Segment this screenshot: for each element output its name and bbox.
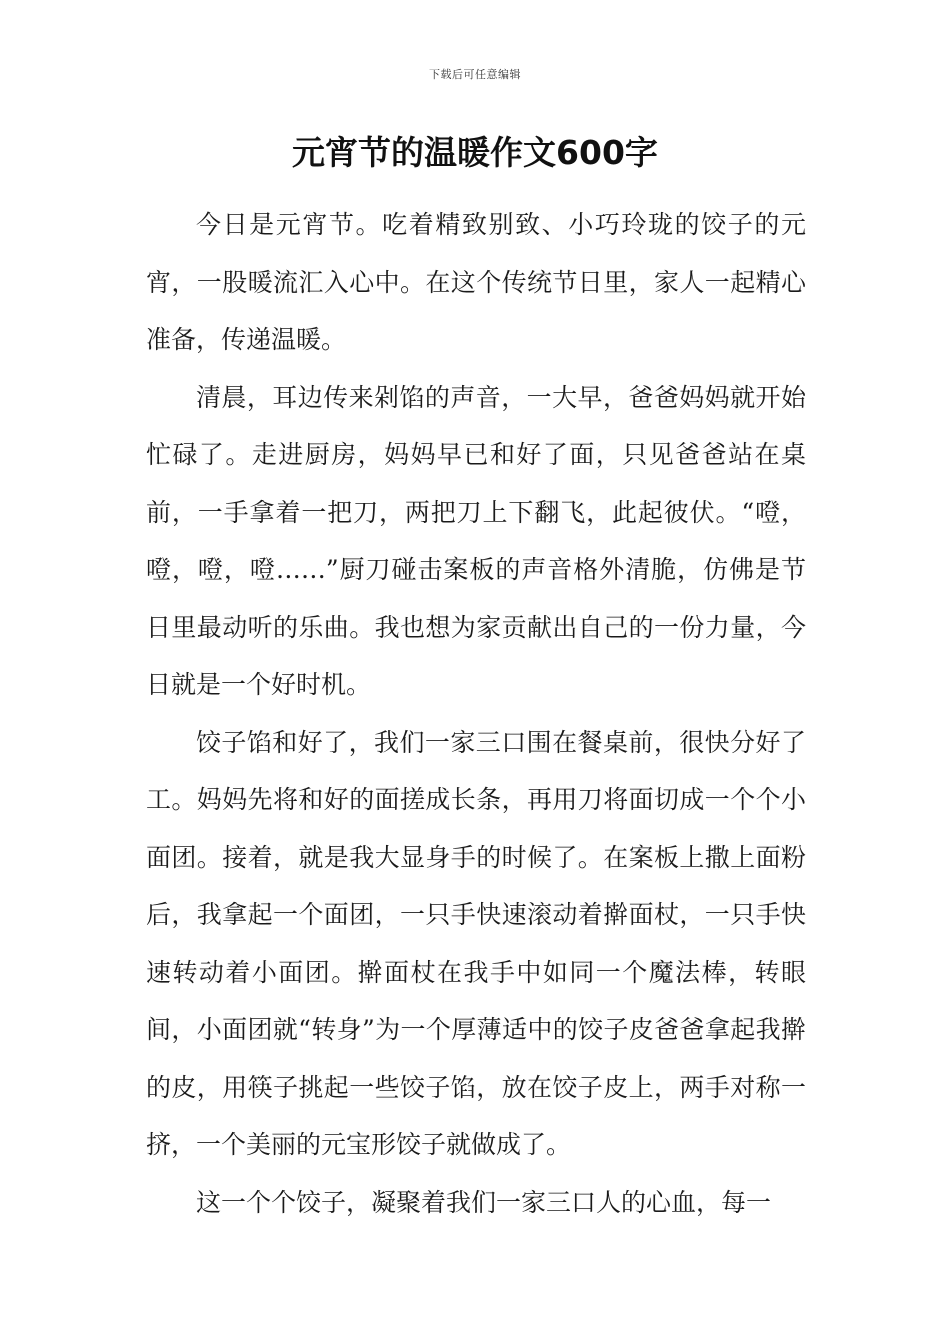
document-title: 元宵节的温暖作文600字 [292,133,658,172]
paragraph-2: 清晨，耳边传来剁馅的声音，一大早，爸爸妈妈就开始忙碌了。走进厨房，妈妈早已和好了面，只见爸爸站在桌前，一手拿着一把刀，两把刀上下翻飞，此起彼伏。“噔，噔，噔，噔……”厨刀碰击案板的声音格外清脆，仿佛是节日里最动听的乐曲。我也想为家贡献出自己的一份力量，今日就是一个好时机。 [146,382,806,699]
paragraph-4: 这一个个饺子，凝聚着我们一家三口人的心血，每一 [196,1187,772,1217]
paragraph-1: 今日是元宵节。吃着精致别致、小巧玲珑的饺子的元宵，一股暖流汇入心中。在这个传统节日里，家人一起精心准备，传递温暖。 [146,210,806,354]
paragraph-3: 饺子馅和好了，我们一家三口围在餐桌前，很快分好了工。妈妈先将和好的面搓成长条，再用刀将面切成一个个小面团。接着，就是我大显身手的时候了。在案板上撒上面粉后，我拿起一个面团，一只手快速滚动着擀面杖，一只手快速转动着小面团。擀面杖在我手中如同一个魔法棒，转眼间，小面团就“转身”为一个厚薄适中的饺子皮爸爸拿起我擀的皮，用筷子挑起一些饺子馅，放在饺子皮上，两手对称一挤，一个美丽的元宝形饺子就做成了。 [146,727,806,1159]
document-body [146,196,806,1231]
header-note: 下载后可任意编辑 [429,68,521,81]
